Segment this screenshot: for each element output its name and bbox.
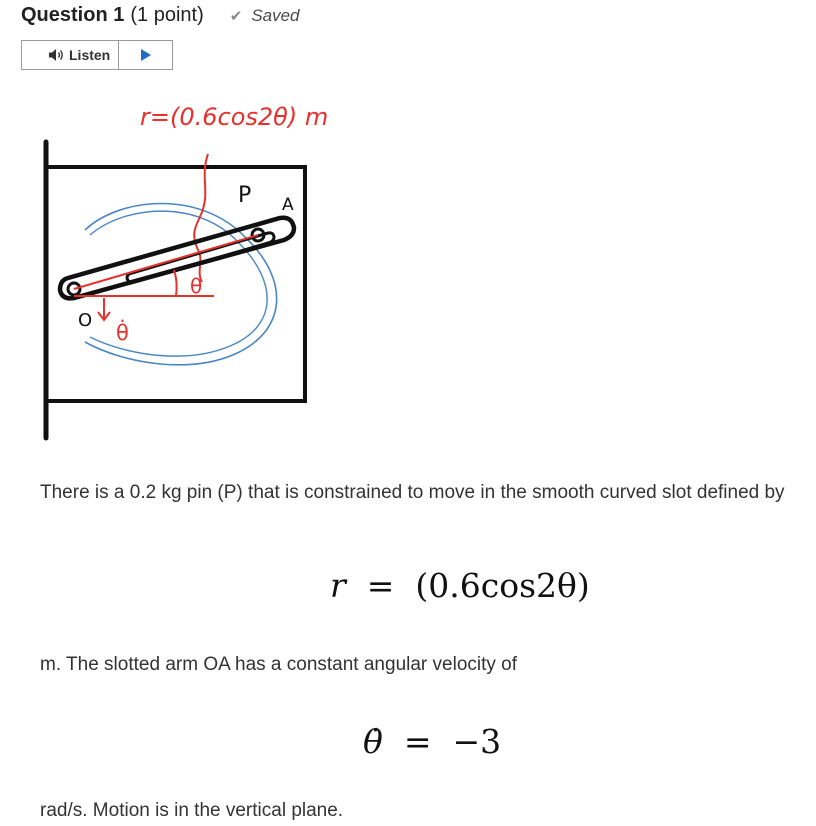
checkmark-icon: ✔ <box>229 8 243 25</box>
listen-button[interactable] <box>22 41 119 69</box>
equation-theta-dot-rhs: −3 <box>452 722 502 761</box>
angular-velocity-arrow <box>98 298 110 320</box>
equation-r-rhs: (0.6cos2θ) <box>415 566 590 605</box>
equation-r-lhs: r <box>330 566 346 605</box>
saved-status-text: Saved <box>251 6 300 25</box>
question-header <box>21 4 300 30</box>
problem-paragraph-2: m. The slotted arm OA has a constant angular velocity of <box>40 654 518 675</box>
slotted-arm-diagram <box>30 92 370 442</box>
play-button[interactable] <box>119 41 172 69</box>
question-title: Question 1 <box>21 4 125 26</box>
equation-theta-dot <box>363 722 501 761</box>
saved-status <box>230 6 300 26</box>
speaker-icon <box>48 48 66 62</box>
equals-sign: = <box>356 566 405 605</box>
question-points: (1 point) <box>130 4 204 26</box>
listen-toolbar <box>21 40 173 70</box>
figure-equation-label: r=(0.6cos2θ) m <box>140 103 329 131</box>
label-a: A <box>282 195 294 215</box>
theta-label: θ <box>190 274 203 298</box>
listen-label: Listen <box>69 47 111 63</box>
frame-rect <box>46 167 305 401</box>
problem-paragraph-1: There is a 0.2 kg pin (P) that is constrained to move in the smooth curved slot defined by <box>40 482 785 503</box>
play-icon <box>141 49 151 61</box>
label-p: P <box>238 183 252 208</box>
problem-paragraph-3: rad/s. Motion is in the vertical plane. <box>40 800 344 821</box>
theta-dot-label: θ̇ <box>116 321 129 345</box>
label-o: O <box>78 310 93 331</box>
theta-arc <box>174 270 177 296</box>
equation-theta-dot-lhs: θ̇ <box>363 722 383 761</box>
equals-sign-2: = <box>393 722 443 761</box>
equation-r <box>330 566 590 605</box>
radial-line <box>74 235 258 289</box>
